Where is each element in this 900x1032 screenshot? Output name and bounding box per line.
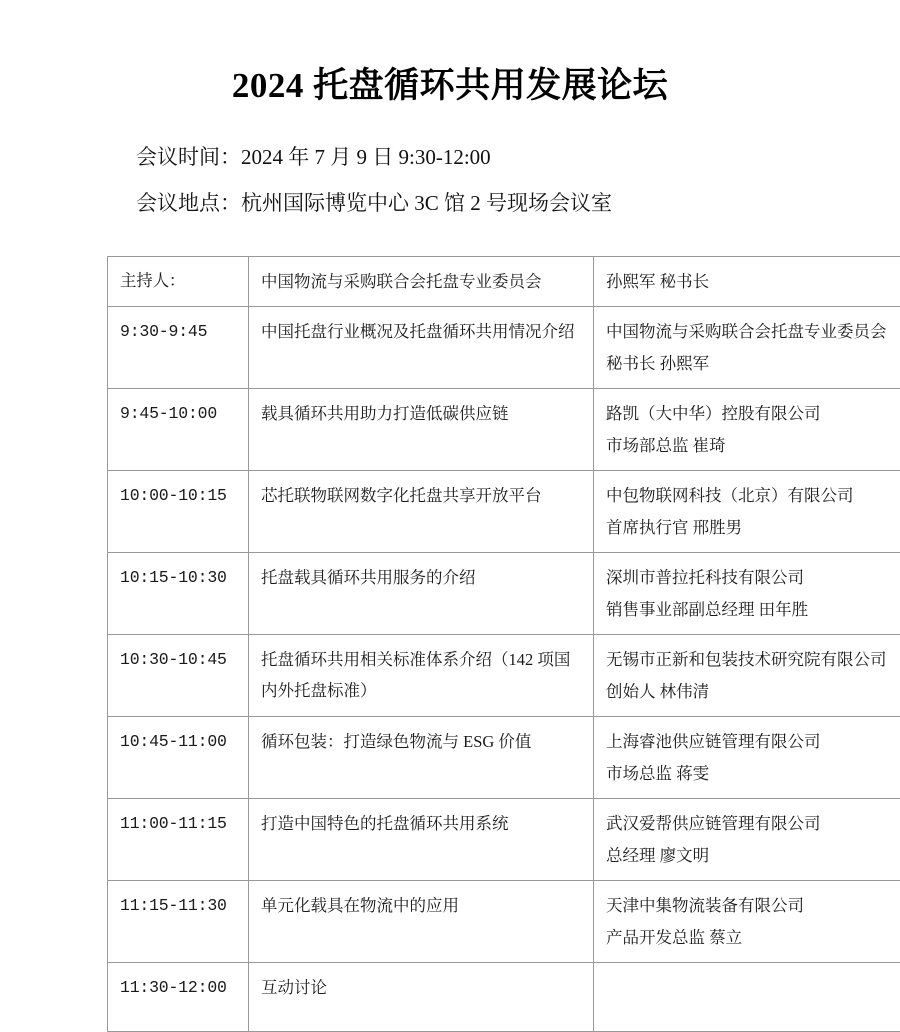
agenda-speaker-cell [594,634,900,716]
agenda-topic-cell: 单元化载具在物流中的应用 [249,880,594,962]
agenda-speaker-person: 秘书长 孙熙军 [606,348,900,379]
agenda-table [107,256,900,1032]
table-row [108,256,900,306]
agenda-time-cell: 10:00-10:15 [108,470,249,552]
meeting-time-line [136,134,900,180]
agenda-speaker-cell [594,552,900,634]
agenda-topic-cell: 互动讨论 [249,962,594,1031]
agenda-speaker-cell [594,388,900,470]
agenda-topic-cell: 托盘循环共用相关标准体系介绍（142 项国内外托盘标准） [249,634,594,716]
agenda-speaker-cell [594,256,900,306]
agenda-time-cell: 11:00-11:15 [108,798,249,880]
agenda-speaker-person: 总经理 廖文明 [606,840,900,871]
agenda-speaker-org: 路凯（大中华）控股有限公司 [606,398,900,429]
agenda-time-cell: 10:30-10:45 [108,634,249,716]
agenda-speaker-cell [594,470,900,552]
agenda-speaker-org: 无锡市正新和包装技术研究院有限公司 [606,644,900,675]
table-row [108,716,900,798]
meeting-location-line [136,180,900,226]
meeting-time-label: 会议时间： [136,145,241,169]
agenda-topic-cell: 芯托联物联网数字化托盘共享开放平台 [249,470,594,552]
table-row [108,880,900,962]
meeting-location-label: 会议地点： [136,191,241,215]
table-row [108,962,900,1031]
agenda-speaker-person: 销售事业部副总经理 田年胜 [606,594,900,625]
agenda-topic-cell: 循环包装：打造绿色物流与 ESG 价值 [249,716,594,798]
agenda-time-cell: 9:30-9:45 [108,306,249,388]
table-row [108,552,900,634]
agenda-speaker-cell [594,962,900,1031]
agenda-speaker-cell [594,716,900,798]
agenda-table-body [108,256,900,1031]
agenda-speaker-org: 中国物流与采购联合会托盘专业委员会 [606,316,900,347]
agenda-topic-cell: 中国物流与采购联合会托盘专业委员会 [249,256,594,306]
agenda-speaker-org: 孙熙军 秘书长 [606,266,900,297]
table-row [108,306,900,388]
agenda-speaker-person: 市场总监 蒋雯 [606,758,900,789]
agenda-speaker-person: 首席执行官 邢胜男 [606,512,900,543]
agenda-time-cell: 10:45-11:00 [108,716,249,798]
agenda-time-cell: 11:15-11:30 [108,880,249,962]
agenda-speaker-org: 上海睿池供应链管理有限公司 [606,726,900,757]
agenda-speaker-cell [594,880,900,962]
agenda-speaker-person: 产品开发总监 蔡立 [606,922,900,953]
agenda-speaker-org: 深圳市普拉托科技有限公司 [606,562,900,593]
agenda-time-cell: 10:15-10:30 [108,552,249,634]
table-row [108,798,900,880]
agenda-topic-cell: 载具循环共用助力打造低碳供应链 [249,388,594,470]
agenda-speaker-org: 武汉爱帮供应链管理有限公司 [606,808,900,839]
meeting-location-value: 杭州国际博览中心 3C 馆 2 号现场会议室 [241,191,612,215]
agenda-speaker-cell [594,798,900,880]
agenda-topic-cell: 中国托盘行业概况及托盘循环共用情况介绍 [249,306,594,388]
page-title: 2024 托盘循环共用发展论坛 [0,0,900,108]
agenda-topic-cell: 打造中国特色的托盘循环共用系统 [249,798,594,880]
table-row [108,634,900,716]
agenda-speaker-person: 创始人 林伟清 [606,676,900,707]
agenda-topic-cell: 托盘载具循环共用服务的介绍 [249,552,594,634]
agenda-speaker-org: 中包物联网科技（北京）有限公司 [606,480,900,511]
agenda-time-cell: 主持人： [108,256,249,306]
agenda-speaker-cell [594,306,900,388]
agenda-time-cell: 11:30-12:00 [108,962,249,1031]
table-row [108,470,900,552]
agenda-speaker-org: 天津中集物流装备有限公司 [606,890,900,921]
meeting-meta [0,134,900,226]
table-row [108,388,900,470]
meeting-time-value: 2024 年 7 月 9 日 9:30-12:00 [241,145,491,169]
agenda-speaker-person: 市场部总监 崔琦 [606,430,900,461]
agenda-table-wrapper [0,256,900,1032]
agenda-time-cell: 9:45-10:00 [108,388,249,470]
